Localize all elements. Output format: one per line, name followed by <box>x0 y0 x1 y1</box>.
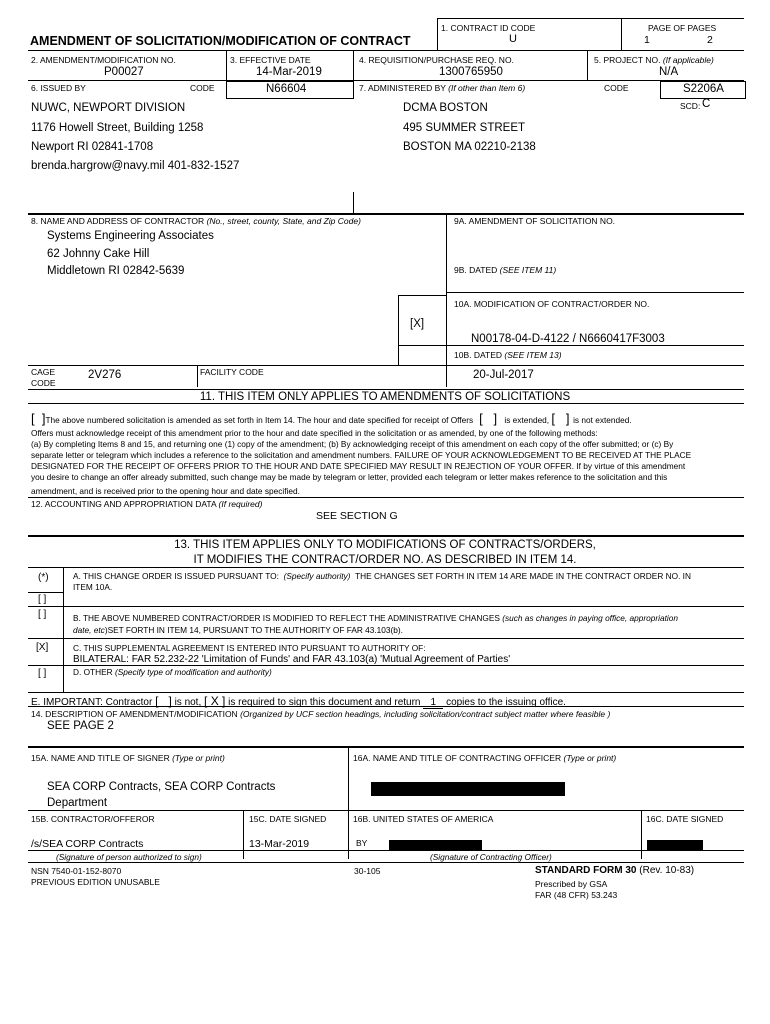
contractor-signature: /s/SEA CORP Contracts <box>31 838 144 850</box>
rule <box>398 345 744 346</box>
item-15b-label: 15B. CONTRACTOR/OFFEROR <box>31 814 155 824</box>
rule <box>243 810 244 859</box>
rule <box>28 389 744 390</box>
item-13-blank-checkbox[interactable]: [ ] <box>38 594 47 605</box>
rule <box>398 295 446 296</box>
item-16a-label: 16A. NAME AND TITLE OF CONTRACTING OFFICER (Type or print) <box>353 753 617 763</box>
rule <box>28 365 744 366</box>
officer-signature-caption: (Signature of Contracting Officer) <box>430 852 552 862</box>
item-11-para-2: (a) By completing Items 8 and 15, and returning one (1) copy of the amendment; (b) By acknowledging receipt of this amendment on each copy of the offer submitted; or (c) By <box>31 439 674 449</box>
effective-date-label: 3. EFFECTIVE DATE <box>230 55 311 65</box>
item-13c-line-1: C. THIS SUPPLEMENTAL AGREEMENT IS ENTERED INTO PURSUANT TO AUTHORITY OF: <box>73 643 426 653</box>
total-pages: 2 <box>707 34 713 46</box>
item-13b-line-2: date, etc)SET FORTH IN ITEM 14, PURSUANT TO THE AUTHORITY OF FAR 43.103(b). <box>73 625 403 635</box>
rule <box>28 850 744 851</box>
rule <box>446 213 447 387</box>
item-15c-label: 15C. DATE SIGNED <box>249 814 327 824</box>
issuer-email-phone: brenda.hargrow@navy.mil 401-832-1527 <box>31 160 240 172</box>
rule <box>28 862 744 863</box>
item-15a-label: 15A. NAME AND TITLE OF SIGNER (Type or print) <box>31 753 225 763</box>
rule <box>621 18 622 50</box>
rule <box>28 692 744 693</box>
issued-code-label: CODE <box>190 83 215 93</box>
item-16b-label: 16B. UNITED STATES OF AMERICA <box>353 814 494 824</box>
issued-code-value: N66604 <box>266 83 307 95</box>
effective-date-value: 14-Mar-2019 <box>256 66 322 78</box>
signer-name-line-1: SEA CORP Contracts, SEA CORP Contracts <box>47 781 276 793</box>
contract-id-label: 1. CONTRACT ID CODE <box>441 23 536 33</box>
redacted-officer-signature <box>389 840 482 851</box>
contractor-label: 8. NAME AND ADDRESS OF CONTRACTOR (No., street, county, State, and Zip Code) <box>31 216 361 226</box>
nsn-number: NSN 7540-01-152-8070 <box>31 866 122 876</box>
rule <box>28 606 744 607</box>
project-no-value: N/A <box>659 66 679 78</box>
rule <box>28 50 744 51</box>
item-10-checkbox[interactable]: [X] <box>410 318 425 330</box>
page-number: 1 <box>644 34 650 46</box>
item-13c-checkbox[interactable]: [X] <box>36 642 49 653</box>
item-13b-line-1: B. THE ABOVE NUMBERED CONTRACT/ORDER IS MODIFIED TO REFLECT THE ADMINISTRATIVE CHANGES (such as changes in paying office, appropriation <box>73 613 678 623</box>
rule <box>28 638 744 639</box>
rule <box>28 80 744 81</box>
item-13d-checkbox[interactable]: [ ] <box>38 668 47 679</box>
admin-line-2: 495 SUMMER STREET <box>403 122 526 134</box>
item-11-para-4: DESIGNATED FOR THE RECEIPT OF OFFERS PRIOR TO THE HOUR AND DATE SPECIFIED MAY RESULT IN REJECTION OF YOUR OFFER. If by virtue of this amendment <box>31 461 686 471</box>
item-13-heading-1: 13. THIS ITEM APPLIES ONLY TO MODIFICATIONS OF CONTRACTS/ORDERS, <box>174 539 596 551</box>
copies-count: 1 <box>423 698 443 709</box>
prescribed-by: Prescribed by GSA <box>535 879 608 889</box>
form-title: AMENDMENT OF SOLICITATION/MODIFICATION OF CONTRACT <box>30 34 411 48</box>
item-11-para-1: Offers must acknowledge receipt of this amendment prior to the hour and date specified in the solicitation or as amended, by one of the following methods: <box>31 428 598 438</box>
form-code: 30-105 <box>354 866 381 876</box>
requisition-no-value: 1300765950 <box>439 66 503 78</box>
cage-code-label: CODE <box>31 378 56 388</box>
rule <box>353 192 354 214</box>
previous-edition-note: PREVIOUS EDITION UNUSABLE <box>31 877 160 887</box>
signer-name-line-2: Department <box>47 797 108 809</box>
item-13d-line: D. OTHER (Specify type of modification and authority) <box>73 667 272 677</box>
rule <box>197 365 198 387</box>
is-not-checkbox[interactable]: [ ] <box>155 694 172 708</box>
item-13c-authority: BILATERAL: FAR 52.232-22 'Limitation of Funds' and FAR 43.103(a) 'Mutual Agreement of Parties' <box>73 654 511 665</box>
contractor-line-1: Systems Engineering Associates <box>47 230 214 242</box>
issuer-line-2: 1176 Howell Street, Building 1258 <box>31 122 204 134</box>
admin-code-label: CODE <box>604 83 629 93</box>
rule <box>348 746 349 859</box>
item-10a-value: N00178-04-D-4122 / N6660417F3003 <box>471 333 665 345</box>
item-10b-label: 10B. DATED (SEE ITEM 13) <box>454 350 562 360</box>
issuer-line-1: NUWC, NEWPORT DIVISION <box>31 102 186 114</box>
rule <box>28 535 744 537</box>
administered-by-label: 7. ADMINISTERED BY (If other than Item 6) <box>359 83 526 93</box>
rule <box>28 592 63 593</box>
cage-value: 2V276 <box>88 369 122 381</box>
rule <box>446 292 744 293</box>
item-11-heading: 11. THIS ITEM ONLY APPLIES TO AMENDMENTS OF SOLICITATIONS <box>199 391 571 403</box>
item-13a-line-2: ITEM 10A. <box>73 582 113 592</box>
item-12-label: 12. ACCOUNTING AND APPROPRIATION DATA (If required) <box>31 499 263 509</box>
rule <box>63 567 64 692</box>
item-11-checkbox[interactable]: [ ] <box>31 411 46 426</box>
page-of-pages-label: PAGE OF PAGES <box>648 23 717 33</box>
amendment-no-value: P00027 <box>104 66 144 78</box>
item-14-value: SEE PAGE 2 <box>47 720 114 732</box>
item-11-line-1: [ ]The above numbered solicitation is amended as set forth in Item 14. The hour and date specified for receipt of Offers [ ] is extended, [ ] is not extended. <box>31 411 632 426</box>
rule <box>437 18 744 19</box>
admin-code-value: S2206A <box>683 83 724 95</box>
rule <box>28 213 744 215</box>
cage-label: CAGE <box>31 367 56 377</box>
rule <box>28 497 744 498</box>
contractor-date-signed: 13-Mar-2019 <box>249 838 310 850</box>
rule <box>28 403 744 404</box>
scd-value: C <box>702 98 711 110</box>
rule <box>28 810 744 811</box>
important-line: E. IMPORTANT: Contractor [ ] is not, [ X ] is required to sign this document and return 1 copies to the issuing office. <box>31 694 566 708</box>
item-13a-line-1: A. THIS CHANGE ORDER IS ISSUED PURSUANT TO: (Specify authority) THE CHANGES SET FORTH IN ITEM 14 ARE MADE IN THE CONTRACT ORDER NO. IN <box>73 571 691 581</box>
redacted-officer-name <box>371 782 565 796</box>
contract-id-value: U <box>509 33 517 45</box>
rule <box>641 810 642 859</box>
rule <box>226 50 227 80</box>
rule <box>398 295 399 365</box>
item-13-heading-2: IT MODIFIES THE CONTRACT/ORDER NO. AS DESCRIBED IN ITEM 14. <box>193 554 577 566</box>
item-14-label: 14. DESCRIPTION OF AMENDMENT/MODIFICATION (Organized by UCF section headings, including solicitation/contract subject matter where feasible ) <box>31 709 611 719</box>
item-9b-label: 9B. DATED (SEE ITEM 11) <box>454 265 557 275</box>
contractor-line-3: Middletown RI 02842-5639 <box>47 265 185 277</box>
contractor-signature-caption: (Signature of person authorized to sign) <box>56 852 202 862</box>
extended-checkbox[interactable]: [ ] <box>475 411 505 426</box>
admin-line-3: BOSTON MA 02210-2138 <box>403 141 536 153</box>
rule <box>28 746 744 748</box>
admin-line-1: DCMA BOSTON <box>403 102 488 114</box>
requisition-no-label: 4. REQUISITION/PURCHASE REQ. NO. <box>359 55 514 65</box>
project-no-label: 5. PROJECT NO. (If applicable) <box>594 55 714 65</box>
is-required-checkbox[interactable]: [ X ] <box>204 694 226 708</box>
item-10b-value: 20-Jul-2017 <box>473 369 534 381</box>
item-11-para-5: you desire to change an offer already submitted, such change may be made by telegram or letter, provided each telegram or letter makes reference to the solicitation and this <box>31 472 668 482</box>
item-13b-checkbox[interactable]: [ ] <box>38 609 47 620</box>
facility-code-label: FACILITY CODE <box>200 367 264 377</box>
rule <box>587 50 588 80</box>
contractor-line-2: 62 Johnny Cake Hill <box>47 248 150 260</box>
item-11-para-6: amendment, and is received prior to the opening hour and date specified. <box>31 486 300 496</box>
item-16c-label: 16C. DATE SIGNED <box>646 814 724 824</box>
item-12-value: SEE SECTION G <box>316 510 398 522</box>
far-reference: FAR (48 CFR) 53.243 <box>535 890 618 900</box>
redacted-officer-date <box>647 840 703 851</box>
standard-form-label: STANDARD FORM 30 (Rev. 10-83) <box>535 865 695 876</box>
amendment-no-label: 2. AMENDMENT/MODIFICATION NO. <box>31 55 176 65</box>
issuer-line-3: Newport RI 02841-1708 <box>31 141 154 153</box>
not-extended-checkbox[interactable]: [ ] <box>551 411 574 426</box>
item-11-para-3: separate letter or telegram which includes a reference to the solicitation and amendment numbers. FAILURE OF YOUR ACKNOWLEDGEMENT TO BE RECEIVED AT THE PLACE <box>31 450 692 460</box>
item-10a-label: 10A. MODIFICATION OF CONTRACT/ORDER NO. <box>454 299 650 309</box>
rule <box>437 18 438 50</box>
item-13a-marker: (*) <box>38 572 49 583</box>
issued-by-label: 6. ISSUED BY <box>31 83 86 93</box>
rule <box>28 567 744 568</box>
item-9a-label: 9A. AMENDMENT OF SOLICITATION NO. <box>454 216 616 226</box>
rule <box>28 665 744 666</box>
scd-label: SCD: <box>680 101 701 111</box>
by-label: BY <box>356 838 368 848</box>
